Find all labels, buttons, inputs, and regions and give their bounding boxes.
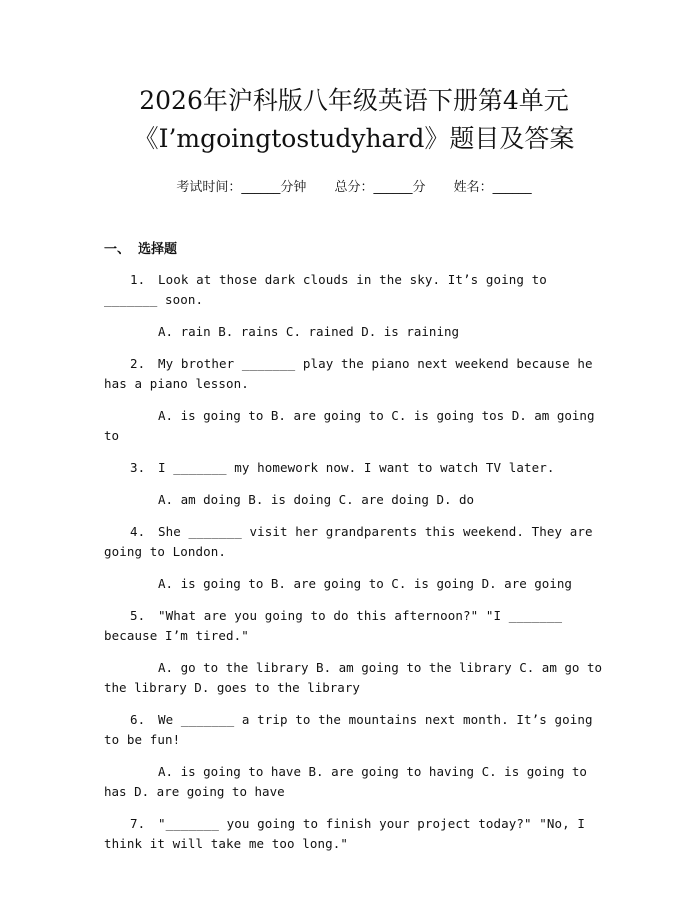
question-number: 1. — [130, 272, 146, 287]
question-item — [104, 270, 604, 342]
question-options: A. is going to B. are going to C. is going D. are going — [158, 576, 572, 591]
student-name: 姓名：______ — [453, 180, 532, 195]
question-number: 6. — [130, 712, 146, 727]
title-block — [104, 0, 604, 158]
section-number: 一、 — [104, 242, 131, 257]
question-text — [104, 710, 604, 750]
question-options: A. is going to B. are going to C. is going tos D. am going to — [104, 408, 595, 443]
question-text — [104, 270, 604, 310]
question-text — [104, 522, 604, 562]
exam-time: 考试时间：______分钟 — [176, 180, 307, 195]
question-text — [104, 606, 604, 646]
question-text — [104, 458, 604, 478]
question-stem: We _______ a trip to the mountains next month. It’s going to be fun! — [104, 712, 593, 747]
doc-title-line-1: 2026年沪科版八年级英语下册第4单元 — [139, 86, 569, 115]
question-text — [104, 354, 604, 394]
section-title: 选择题 — [138, 242, 178, 257]
question-number: 4. — [130, 524, 146, 539]
question-list — [104, 270, 604, 854]
question-item — [104, 458, 604, 510]
question-options: A. rain B. rains C. rained D. is raining — [158, 324, 460, 339]
question-stem: "What are you going to do this afternoon?" "I _______ because I’m tired." — [104, 608, 563, 643]
question-text — [104, 814, 604, 854]
question-number: 7. — [130, 816, 146, 831]
question-options: A. go to the library B. am going to the library C. am go to the library D. goes to the library — [104, 660, 603, 695]
question-number: 3. — [130, 460, 146, 475]
question-number: 5. — [130, 608, 146, 623]
total-score: 总分：______分 — [334, 180, 426, 195]
question-number: 2. — [130, 356, 146, 371]
question-stem: My brother _______ play the piano next weekend because he has a piano lesson. — [104, 356, 593, 391]
question-item — [104, 606, 604, 698]
doc-title-line-2: 《I’mgoingtostudyhard》题目及答案 — [133, 124, 575, 153]
question-item — [104, 522, 604, 594]
question-item — [104, 354, 604, 446]
question-options: A. is going to have B. are going to having C. is going to has D. are going to have — [104, 764, 587, 799]
section-heading — [104, 240, 604, 260]
question-stem: She _______ visit her grandparents this weekend. They are going to London. — [104, 524, 593, 559]
question-stem: Look at those dark clouds in the sky. It’s going to _______ soon. — [104, 272, 547, 307]
question-options: A. am doing B. is doing C. are doing D. do — [158, 492, 475, 507]
question-stem: "_______ you going to finish your project today?" "No, I think it will take me too long." — [104, 816, 586, 851]
question-item — [104, 710, 604, 802]
question-item — [104, 814, 604, 854]
exam-meta — [104, 178, 604, 198]
question-stem: I _______ my homework now. I want to watch TV later. — [158, 460, 555, 475]
